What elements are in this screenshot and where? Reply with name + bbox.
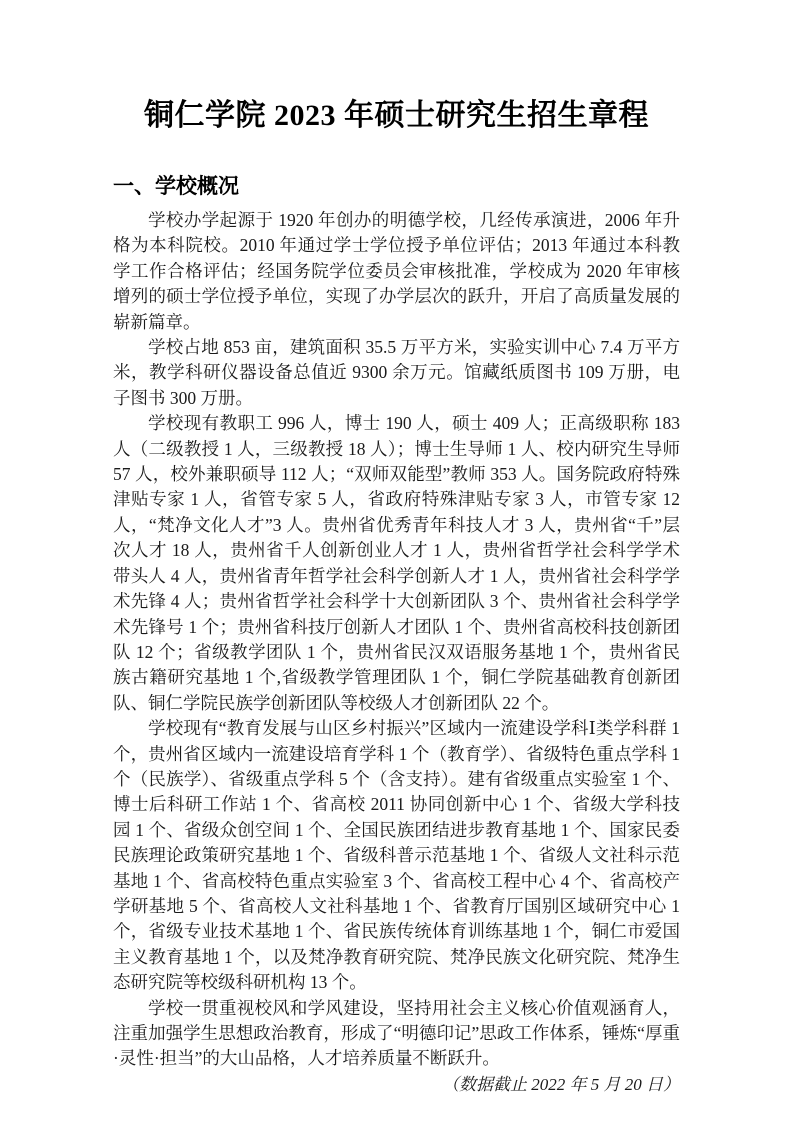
paragraph-school-spirit: 学校一贯重视校风和学风建设，坚持用社会主义核心价值观涵育人，注重加强学生思想政治教育，形成了“明德印记”思政工作体系，锤炼“厚重·灵性·担当”的大山品格，人才培养质量不断跃升。 — [113, 997, 680, 1069]
data-cutoff-note: （数据截止 2022 年 5 月 20 日） — [442, 1074, 680, 1094]
section-heading-school-overview: 一、学校概况 — [113, 175, 239, 198]
paragraph-disciplines-platforms: 学校现有“教育发展与山区乡村振兴”区域内一流建设学科Ⅰ类学科群 1 个，贵州省区域内一流建设培育学科 1 个（教育学）、省级特色重点学科 1 个（民族学）、省级重点学科 5 个（含支持）。建有省级重点实验室 1 个、博士后科研工作站 1 个、省高校 2011 协同创新中心 1 个、省级大学科技园 1 个、省级众创空间 1 个、全国民族团结进步教育基地 1 个、国家民委民族理论政策研究基地 1 个、省级科普示范基地 1 个、省级人文社科示范基地 1 个、省高校特色重点实验室 3 个、省高校工程中心 4 个、省高校产学研基地 5 个、省高校人文社科基地 1 个、省教育厅国别区域研究中心 1 个，省级专业技术基地 1 个、省民族传统体育训练基地 1 个，铜仁市爱国主义教育基地 1 个，以及梵净教育研究院、梵净民族文化研究院、梵净生态研究院等校级科研机构 13 个。 — [113, 718, 680, 993]
paragraph-school-history: 学校办学起源于 1920 年创办的明德学校，几经传承演进，2006 年升格为本科院校。2010 年通过学士学位授予单位评估；2013 年通过本科教学工作合格评估；经国务院学位委员会审核批准，学校成为 2020 年审核增列的硕士学位授予单位，实现了办学层次的跃升，开启了高质量发展的崭新篇章。 — [113, 210, 680, 332]
paragraph-campus-facilities: 学校占地 853 亩，建筑面积 35.5 万平方米，实验实训中心 7.4 万平方米，教学科研仪器设备总值近 9300 余万元。馆藏纸质图书 109 万册，电子图书 300 万册。 — [113, 337, 680, 408]
paragraph-faculty-talents: 学校现有教职工 996 人，博士 190 人，硕士 409 人；正高级职称 183 人（二级教授 1 人，三级教授 18 人）；博士生导师 1 人、校内研究生导师 57 人，校外兼职硕导 112 人；“双师双能型”教师 353 人。国务院政府特殊津贴专家 1 人，省管专家 5 人，省政府特殊津贴专家 3 人，市管专家 12 人，“梵净文化人才”3 人。贵州省优秀青年科技人才 3 人，贵州省“千”层次人才 18 人，贵州省千人创新创业人才 1 人，贵州省哲学社会科学学术带头人 4 人，贵州省青年哲学社会科学创新人才 1 人，贵州省社会科学学术先锋 4 人；贵州省哲学社会科学十大创新团队 3 个、贵州省社会科学学术先锋号 1 个；贵州省科技厅创新人才团队 1 个、贵州省高校科技创新团队 12 个；省级教学团队 1 个，贵州省民汉双语服务基地 1 个，贵州省民族古籍研究基地 1 个,省级教学管理团队 1 个，铜仁学院基础教育创新团队、铜仁学院民族学创新团队等校级人才创新团队 22 个。 — [113, 413, 680, 713]
document-title: 铜仁学院 2023 年硕士研究生招生章程 — [144, 99, 649, 132]
